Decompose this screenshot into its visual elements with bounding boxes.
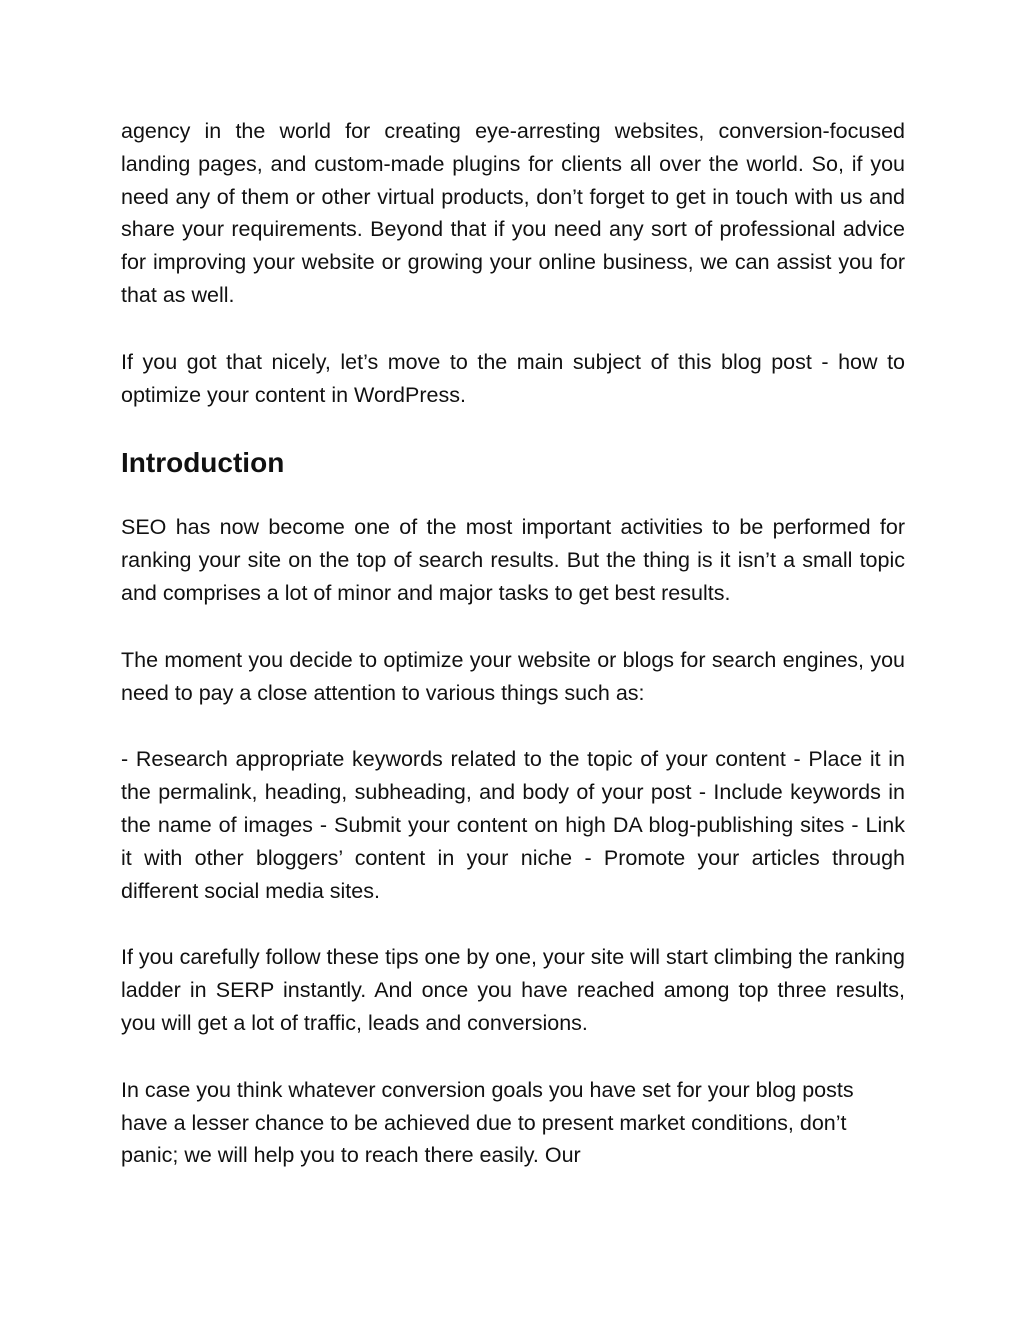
paragraph-optimize-moment: The moment you decide to optimize your website or blogs for search engines, you need to pay a close attention to various things such as: (121, 647, 905, 705)
paragraph-blog-subject: If you got that nicely, let’s move to the main subject of this blog post - how to optimize your content in WordPress. (121, 349, 905, 407)
paragraph-seo-tips-list: - Research appropriate keywords related to the topic of your content - Place it in the permalink, heading, subheading, and body of your post - Include keywords in the name of images - Submit your content on high DA blog-publishing sites - Link it with other bloggers’ content in your niche - Promote your articles through different social media sites. (121, 747, 905, 903)
paragraph-follow-tips: If you carefully follow these tips one by one, your site will start climbing the ranking ladder in SERP instantly. And once you have reached among top three results, you will get a lot of traffic, leads and conversions. (121, 945, 905, 1035)
section-heading-introduction: Introduction (121, 447, 285, 479)
paragraph-conversion-goals: In case you think whatever conversion goals you have set for your blog posts have a lesser chance to be achieved due to present market conditions, don’t panic; we will help you to reach there easily. Our (121, 1077, 854, 1168)
paragraph-agency-intro: agency in the world for creating eye-arresting websites, conversion-focused landing pages, and custom-made plugins for clients all over the world. So, if you need any of them or other virtual products, don’t forget to get in touch with us and share your requirements. Beyond that if you need any sort of professional advice for improving your website or growing your online business, we can assist you for that as well. (121, 119, 905, 307)
document-body (121, 115, 905, 1206)
paragraph-seo-importance: SEO has now become one of the most important activities to be performed for ranking your site on the top of search results. But the thing is it isn’t a small topic and comprises a lot of minor and major tasks to get best results. (121, 515, 905, 605)
